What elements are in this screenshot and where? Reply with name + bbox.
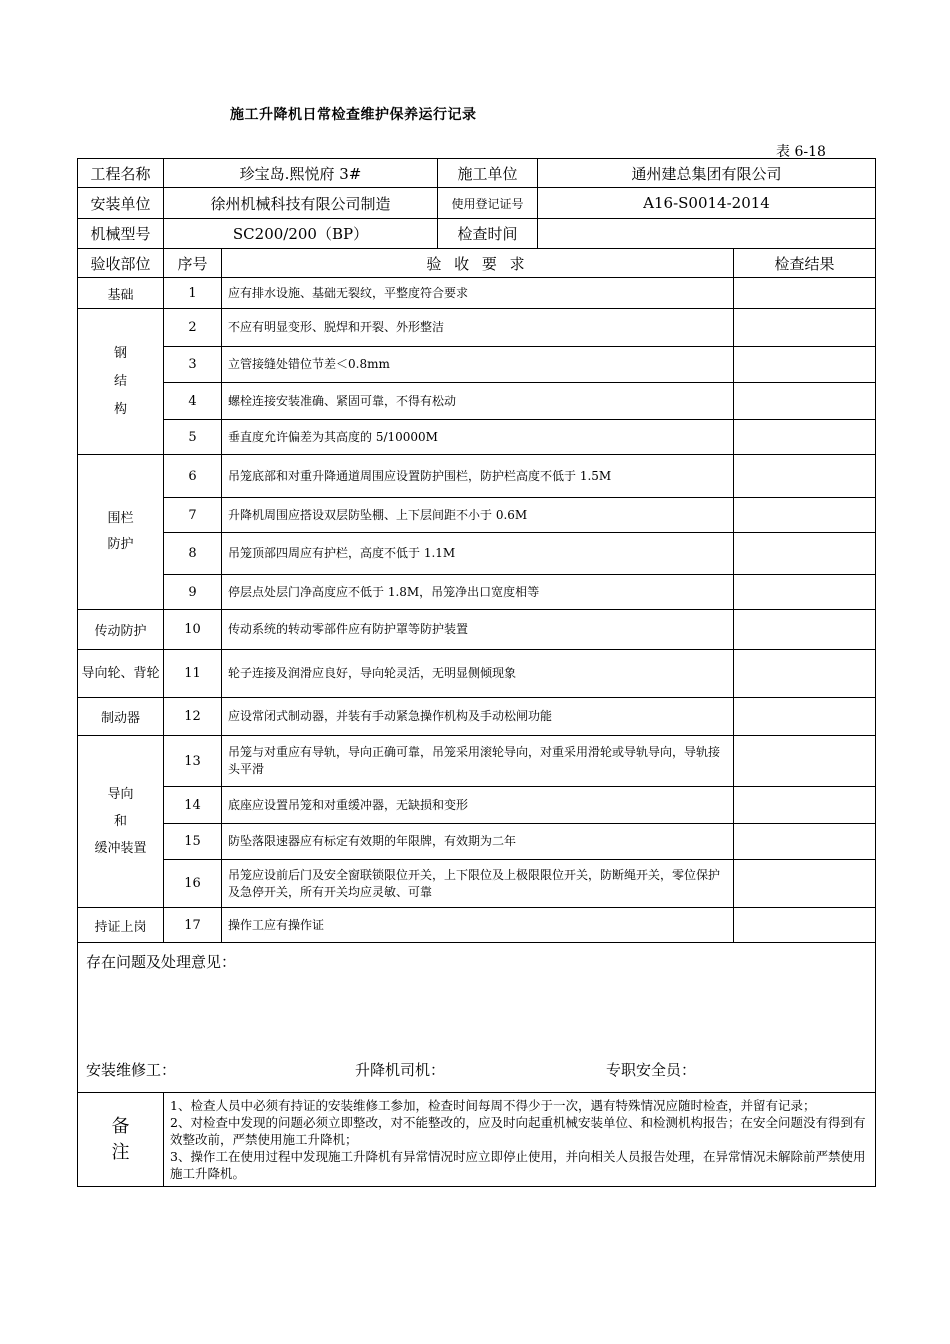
inspection-table	[77, 158, 876, 1187]
item-no: 6	[164, 455, 222, 498]
table-row	[78, 860, 876, 908]
table-row	[78, 278, 876, 309]
table-number: 表 6-18	[776, 144, 826, 160]
info-row-model	[78, 219, 876, 249]
table-row	[78, 908, 876, 943]
item-result[interactable]	[734, 420, 876, 455]
info-row-installer	[78, 188, 876, 219]
item-result[interactable]	[734, 824, 876, 860]
page-title: 施工升降机日常检查维护保养运行记录	[230, 107, 477, 123]
item-result[interactable]	[734, 309, 876, 347]
part-fence-protection	[78, 455, 164, 610]
item-result[interactable]	[734, 610, 876, 650]
part-brake: 制动器	[78, 698, 164, 736]
item-requirement: 底座应设置吊笼和对重缓冲器，无缺损和变形	[222, 787, 734, 824]
project-value: 珍宝岛.熙悦府 3#	[164, 159, 438, 188]
part-steel-2: 结	[113, 373, 127, 389]
cert-label: 使用登记证号	[438, 188, 538, 219]
notes-content	[164, 1093, 876, 1187]
installer-label: 安装单位	[78, 188, 164, 219]
part-fence-1: 围栏	[107, 511, 134, 526]
item-no: 3	[164, 347, 222, 383]
table-row	[78, 650, 876, 698]
signature-maintainer: 安装维修工：	[86, 1061, 177, 1079]
item-no: 1	[164, 278, 222, 309]
table-row	[78, 383, 876, 420]
table-row	[78, 498, 876, 533]
part-fence-2: 防护	[107, 537, 134, 552]
header-req: 验 收 要 求	[222, 249, 734, 278]
header-result: 检查结果	[734, 249, 876, 278]
item-requirement: 防坠落限速器应有标定有效期的年限牌，有效期为二年	[222, 824, 734, 860]
note-line-2: 2、对检查中发现的问题必须立即整改，对不能整改的，应及时向起重机械安装单位、和检测机构报告；在安全问题没有得到有效整改前，严禁使用施工升降机；	[170, 1115, 866, 1147]
item-no: 8	[164, 533, 222, 575]
part-guide-buffer	[78, 736, 164, 908]
table-row	[78, 787, 876, 824]
item-no: 7	[164, 498, 222, 533]
part-guide-wheel: 导向轮、背轮	[78, 650, 164, 698]
table-row	[78, 455, 876, 498]
item-result[interactable]	[734, 278, 876, 309]
part-guide-3: 缓冲装置	[94, 841, 147, 856]
item-result[interactable]	[734, 347, 876, 383]
item-result[interactable]	[734, 908, 876, 943]
model-value: SC200/200（BP）	[164, 219, 438, 249]
part-transmission: 传动防护	[78, 610, 164, 650]
item-requirement: 应设常闭式制动器，并装有手动紧急操作机构及手动松闸功能	[222, 698, 734, 736]
problems-row	[78, 943, 876, 1093]
table-row	[78, 575, 876, 610]
signature-driver: 升降机司机：	[355, 1061, 446, 1079]
table-row	[78, 533, 876, 575]
table-row	[78, 824, 876, 860]
part-cert-post: 持证上岗	[78, 908, 164, 943]
note-line-3: 3、操作工在使用过程中发现施工升降机有异常情况时应立即停止使用，并向相关人员报告处理，在异常情况未解除前严禁使用施工升降机。	[170, 1149, 866, 1181]
table-row	[78, 347, 876, 383]
part-foundation: 基础	[78, 278, 164, 309]
item-result[interactable]	[734, 860, 876, 908]
header-part: 验收部位	[78, 249, 164, 278]
header-seq: 序号	[164, 249, 222, 278]
item-requirement: 操作工应有操作证	[222, 908, 734, 943]
item-result[interactable]	[734, 698, 876, 736]
problems-label: 存在问题及处理意见：	[86, 953, 237, 971]
cert-value: A16-S0014-2014	[538, 188, 876, 219]
item-no: 14	[164, 787, 222, 824]
table-row	[78, 420, 876, 455]
item-no: 10	[164, 610, 222, 650]
item-requirement: 吊笼应设前后门及安全窗联锁限位开关，上下限位及上极限限位开关，防断绳开关，零位保护及急停开关，所有开关均应灵敏、可靠	[222, 860, 734, 908]
info-row-project	[78, 159, 876, 188]
part-guide-1: 导向	[107, 787, 134, 802]
check-time-value	[538, 219, 876, 249]
item-result[interactable]	[734, 575, 876, 610]
item-requirement: 传动系统的转动零部件应有防护罩等防护装置	[222, 610, 734, 650]
signature-safety: 专职安全员：	[606, 1061, 697, 1079]
part-steel-structure	[78, 309, 164, 455]
part-steel-1: 钢	[113, 345, 127, 361]
item-requirement: 不应有明显变形、脱焊和开裂、外形整洁	[222, 309, 734, 347]
notes-heading	[78, 1093, 164, 1187]
item-requirement: 立管接缝处错位节差＜0.8mm	[222, 347, 734, 383]
item-result[interactable]	[734, 736, 876, 787]
problems-cell[interactable]	[78, 943, 876, 1093]
contractor-value: 通州建总集团有限公司	[538, 159, 876, 188]
item-result[interactable]	[734, 650, 876, 698]
item-requirement: 吊笼顶部四周应有护栏，高度不低于 1.1M	[222, 533, 734, 575]
contractor-label: 施工单位	[438, 159, 538, 188]
item-no: 9	[164, 575, 222, 610]
item-no: 17	[164, 908, 222, 943]
notes-row	[78, 1093, 876, 1187]
notes-head-1: 备	[111, 1115, 130, 1137]
item-requirement: 垂直度允许偏差为其高度的 5/10000M	[222, 420, 734, 455]
item-requirement: 螺栓连接安装准确、紧固可靠，不得有松动	[222, 383, 734, 420]
item-result[interactable]	[734, 533, 876, 575]
item-no: 11	[164, 650, 222, 698]
item-no: 16	[164, 860, 222, 908]
header-row	[78, 249, 876, 278]
model-label: 机械型号	[78, 219, 164, 249]
item-result[interactable]	[734, 455, 876, 498]
item-requirement: 吊笼底部和对重升降通道周围应设置防护围栏，防护栏高度不低于 1.5M	[222, 455, 734, 498]
item-requirement: 吊笼与对重应有导轨，导向正确可靠，吊笼采用滚轮导向，对重采用滑轮或导轨导向，导轨接头平滑	[222, 736, 734, 787]
table-row	[78, 736, 876, 787]
item-no: 5	[164, 420, 222, 455]
item-no: 12	[164, 698, 222, 736]
item-requirement: 升降机周围应搭设双层防坠棚、上下层间距不小于 0.6M	[222, 498, 734, 533]
item-result[interactable]	[734, 498, 876, 533]
notes-head-2: 注	[111, 1141, 130, 1163]
item-requirement: 轮子连接及润滑应良好，导向轮灵活，无明显侧倾现象	[222, 650, 734, 698]
check-time-label: 检查时间	[438, 219, 538, 249]
part-steel-3: 构	[113, 401, 127, 417]
item-requirement: 应有排水设施、基础无裂纹，平整度符合要求	[222, 278, 734, 309]
installer-value: 徐州机械科技有限公司制造	[164, 188, 438, 219]
item-requirement: 停层点处层门净高度应不低于 1.8M，吊笼净出口宽度相等	[222, 575, 734, 610]
item-no: 2	[164, 309, 222, 347]
table-row	[78, 698, 876, 736]
project-label: 工程名称	[78, 159, 164, 188]
item-no: 4	[164, 383, 222, 420]
item-no: 15	[164, 824, 222, 860]
note-line-1: 1、检查人员中必须有持证的安装维修工参加，检查时间每周不得少于一次，遇有特殊情况应随时检查，并留有记录；	[170, 1098, 816, 1113]
item-result[interactable]	[734, 383, 876, 420]
item-no: 13	[164, 736, 222, 787]
part-guide-2: 和	[113, 814, 127, 829]
table-row	[78, 610, 876, 650]
item-result[interactable]	[734, 787, 876, 824]
table-row	[78, 309, 876, 347]
